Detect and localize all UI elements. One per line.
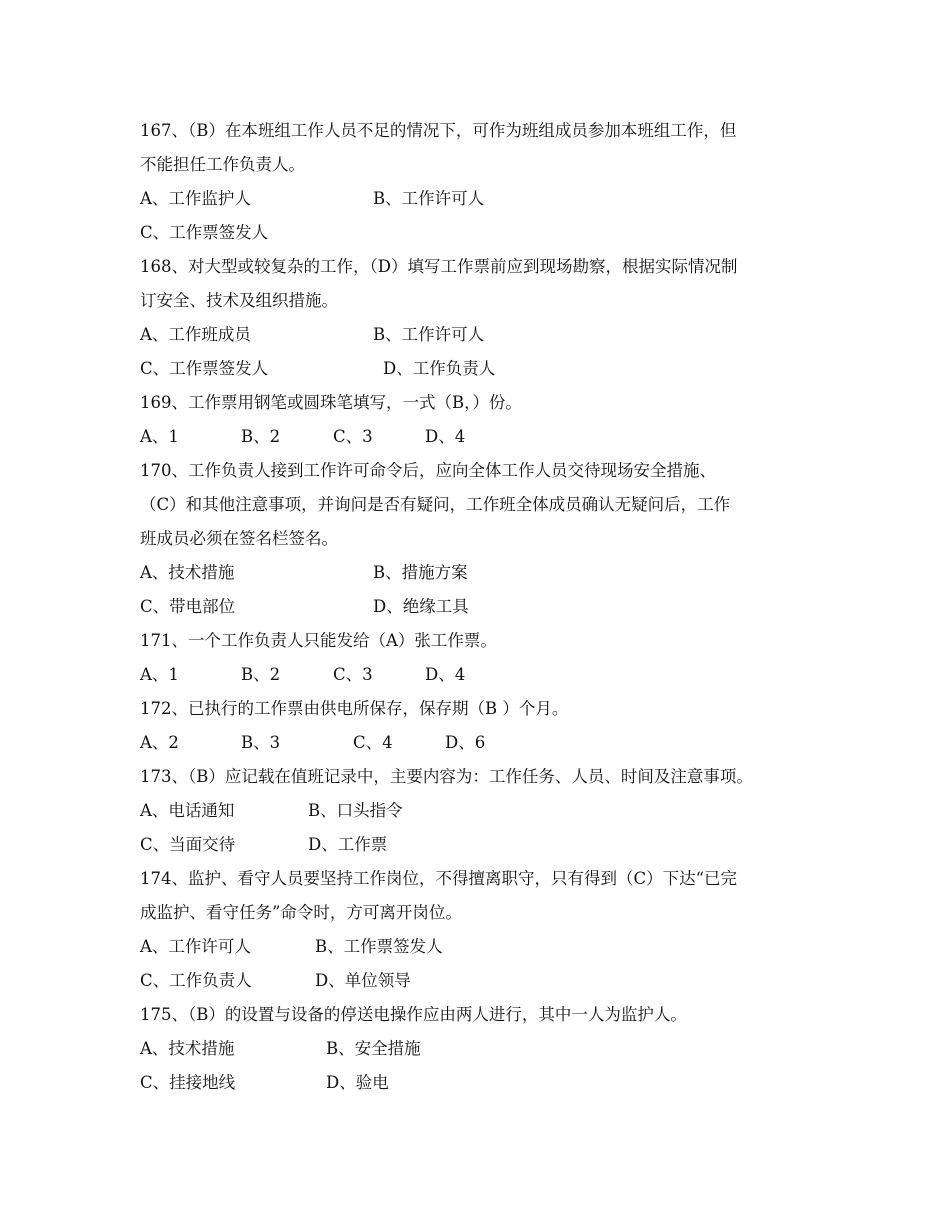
option-a: A、1 xyxy=(140,665,179,684)
option-row xyxy=(140,318,830,352)
option-d: D、验电 xyxy=(326,1073,389,1092)
question-170 xyxy=(140,454,830,624)
option-row xyxy=(140,828,830,862)
option-b: B、2 xyxy=(241,665,281,684)
option-c: C、带电部位 xyxy=(140,597,236,616)
question-list xyxy=(140,114,830,1100)
question-stem-line: 168、对大型或较复杂的工作，（D）填写工作票前应到现场勘察，根据实际情况制 xyxy=(140,257,738,276)
question-169 xyxy=(140,386,830,454)
option-b: B、工作许可人 xyxy=(373,325,485,344)
option-d: D、工作负责人 xyxy=(383,359,496,378)
option-row xyxy=(140,930,830,964)
option-c: C、3 xyxy=(333,665,373,684)
option-c: C、工作票签发人 xyxy=(140,359,269,378)
question-172 xyxy=(140,692,830,760)
question-171 xyxy=(140,624,830,692)
option-row xyxy=(140,1032,830,1066)
option-b: B、2 xyxy=(241,427,281,446)
option-b: B、措施方案 xyxy=(373,563,468,582)
option-row xyxy=(140,556,830,590)
question-stem-line: （C）和其他注意事项，并询问是否有疑问，工作班全体成员确认无疑问后，工作 xyxy=(140,495,731,514)
question-173 xyxy=(140,760,830,862)
question-174 xyxy=(140,862,830,998)
option-c: C、工作负责人 xyxy=(140,971,252,990)
question-175 xyxy=(140,998,830,1100)
question-stem-line: 订安全、技术及组织措施。 xyxy=(140,291,338,310)
option-c: C、4 xyxy=(353,733,393,752)
question-stem-line: 173、（B）应记载在值班记录中，主要内容为：工作任务、人员、时间及注意事项。 xyxy=(140,767,753,786)
option-row xyxy=(140,964,830,998)
option-row xyxy=(140,182,830,216)
option-row xyxy=(140,420,830,454)
question-stem-line: 172、已执行的工作票由供电所保存，保存期（B ）个月。 xyxy=(140,699,569,718)
question-stem-line: 169、工作票用钢笔或圆珠笔填写，一式（B，）份。 xyxy=(140,393,522,412)
option-a: A、技术措施 xyxy=(140,563,235,582)
option-d: D、4 xyxy=(425,665,466,684)
option-c: C、挂接地线 xyxy=(140,1073,236,1092)
question-stem-line: 167、（B）在本班组工作人员不足的情况下，可作为班组成员参加本班组工作，但 xyxy=(140,121,737,140)
question-stem-line: 170、工作负责人接到工作许可命令后，应向全体工作人员交待现场安全措施、 xyxy=(140,461,716,480)
option-b: B、3 xyxy=(241,733,281,752)
option-row xyxy=(140,352,830,386)
option-b: B、工作票签发人 xyxy=(315,937,443,956)
option-c: C、3 xyxy=(333,427,373,446)
option-b: B、口头指令 xyxy=(308,801,403,820)
question-stem-line: 不能担任工作负责人。 xyxy=(140,155,305,174)
option-d: D、4 xyxy=(425,427,466,446)
option-row xyxy=(140,726,830,760)
option-row xyxy=(140,1066,830,1100)
question-168 xyxy=(140,250,830,386)
option-a: A、工作班成员 xyxy=(140,325,251,344)
option-a: A、电话通知 xyxy=(140,801,235,820)
question-stem-line: 174、监护、看守人员要坚持工作岗位，不得擅离职守，只有得到（C）下达“已完 xyxy=(140,869,738,888)
option-c: C、工作票签发人 xyxy=(140,223,269,242)
option-a: A、技术措施 xyxy=(140,1039,235,1058)
question-stem-line: 成监护、看守任务”命令时，方可离开岗位。 xyxy=(140,903,462,922)
option-a: A、工作许可人 xyxy=(140,937,251,956)
option-d: D、6 xyxy=(445,733,486,752)
option-b: B、工作许可人 xyxy=(373,189,485,208)
option-a: A、1 xyxy=(140,427,179,446)
option-row xyxy=(140,590,830,624)
question-stem-line: 171、一个工作负责人只能发给（A）张工作票。 xyxy=(140,631,497,650)
option-row xyxy=(140,216,830,250)
option-a: A、工作监护人 xyxy=(140,189,251,208)
option-c: C、当面交待 xyxy=(140,835,236,854)
option-b: B、安全措施 xyxy=(326,1039,421,1058)
option-a: A、2 xyxy=(140,733,179,752)
option-d: D、绝缘工具 xyxy=(373,597,469,616)
option-row xyxy=(140,794,830,828)
question-167 xyxy=(140,114,830,250)
option-row xyxy=(140,658,830,692)
option-d: D、工作票 xyxy=(308,835,388,854)
option-d: D、单位领导 xyxy=(315,971,411,990)
question-stem-line: 班成员必须在签名栏签名。 xyxy=(140,529,338,548)
question-stem-line: 175、（B）的设置与设备的停送电操作应由两人进行，其中一人为监护人。 xyxy=(140,1005,687,1024)
